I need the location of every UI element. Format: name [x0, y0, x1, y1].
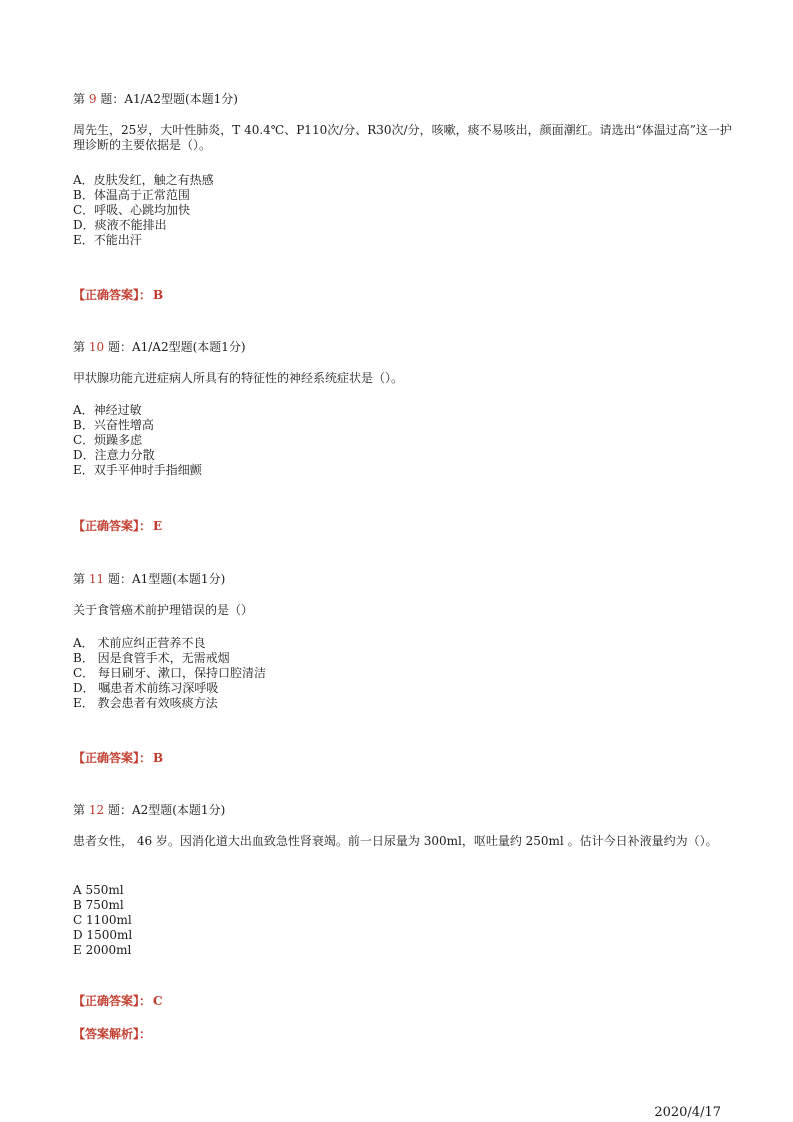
option-d: D． 嘱患者术前练习深呼吸: [73, 681, 219, 695]
option-a: A．神经过敏: [73, 403, 142, 417]
question-number: 10: [88, 340, 105, 354]
option-a: A．皮肤发红，触之有热感: [73, 173, 214, 187]
question-prefix: 第: [73, 572, 86, 586]
correct-answer: [73, 992, 163, 1009]
option-d: D 1500ml: [73, 928, 133, 942]
option-b: B 750ml: [73, 898, 124, 912]
option-d: D．痰液不能排出: [73, 218, 167, 232]
question-number: 12: [88, 803, 105, 817]
answer-label: 【正确答案】：: [73, 751, 152, 765]
question-type: 题：A2型题(本题1分): [107, 803, 226, 817]
question-stem: 周先生，25岁，大叶性肺炎，T 40.4℃、P110次/分、R30次/分，咳嗽，痰不易咳出，颜面潮红。请选出“体温过高”这一护理诊断的主要依据是（）。: [73, 123, 732, 152]
option-e: E．双手平伸时手指细颤: [73, 463, 202, 477]
question-stem: 患者女性， 46 岁。因消化道大出血致急性肾衰竭。前一日尿量为 300ml，呕吐量约 250ml 。估计今日补液量约为（）。: [73, 834, 718, 848]
answer-value: B: [153, 288, 164, 302]
question-header: [73, 338, 246, 355]
option-e: E 2000ml: [73, 943, 132, 957]
option-e: E． 教会患者有效咳痰方法: [73, 696, 218, 710]
option-b: B． 因是食管手术，无需戒烟: [73, 651, 230, 665]
answer-value: B: [153, 751, 164, 765]
question-header: [73, 570, 225, 587]
question-stem: 关于食管癌术前护理错误的是（）: [73, 603, 254, 617]
answer-label: 【正确答案】：: [73, 519, 152, 533]
answer-label: 【正确答案】：: [73, 994, 152, 1008]
question-prefix: 第: [73, 803, 86, 817]
options-list: [73, 883, 132, 958]
question-header: [73, 90, 238, 107]
answer-value: E: [153, 519, 163, 533]
options-list: [73, 636, 266, 711]
option-d: D．注意力分散: [73, 448, 155, 462]
question-header: [73, 801, 225, 818]
question-type: 题：A1/A2型题(本题1分): [107, 340, 246, 354]
option-c: C．呼吸、心跳均加快: [73, 203, 191, 217]
answer-analysis-label: 【答案解析】：: [73, 1027, 152, 1041]
answer-value: C: [153, 994, 163, 1008]
footer-date: 2020/4/17: [654, 1105, 721, 1120]
option-b: B．体温高于正常范围: [73, 188, 190, 202]
options-list: [73, 173, 214, 248]
option-a: A 550ml: [73, 883, 124, 897]
option-c: C 1100ml: [73, 913, 132, 927]
answer-label: 【正确答案】：: [73, 288, 152, 302]
options-list: [73, 403, 202, 478]
question-stem: 甲状腺功能亢进症病人所具有的特征性的神经系统症状是（）。: [73, 371, 404, 385]
question-number: 11: [88, 572, 105, 586]
option-e: E．不能出汗: [73, 233, 142, 247]
question-number: 9: [88, 92, 97, 106]
option-b: B．兴奋性增高: [73, 418, 154, 432]
option-c: C． 每日刷牙、漱口，保持口腔清洁: [73, 666, 266, 680]
question-prefix: 第: [73, 92, 86, 106]
question-prefix: 第: [73, 340, 86, 354]
correct-answer: [73, 749, 163, 766]
option-c: C．烦躁多虑: [73, 433, 143, 447]
question-type: 题：A1/A2型题(本题1分): [100, 92, 238, 106]
option-a: A． 术前应纠正营养不良: [73, 636, 206, 650]
correct-answer: [73, 286, 163, 303]
question-type: 题：A1型题(本题1分): [107, 572, 226, 586]
correct-answer: [73, 517, 162, 534]
